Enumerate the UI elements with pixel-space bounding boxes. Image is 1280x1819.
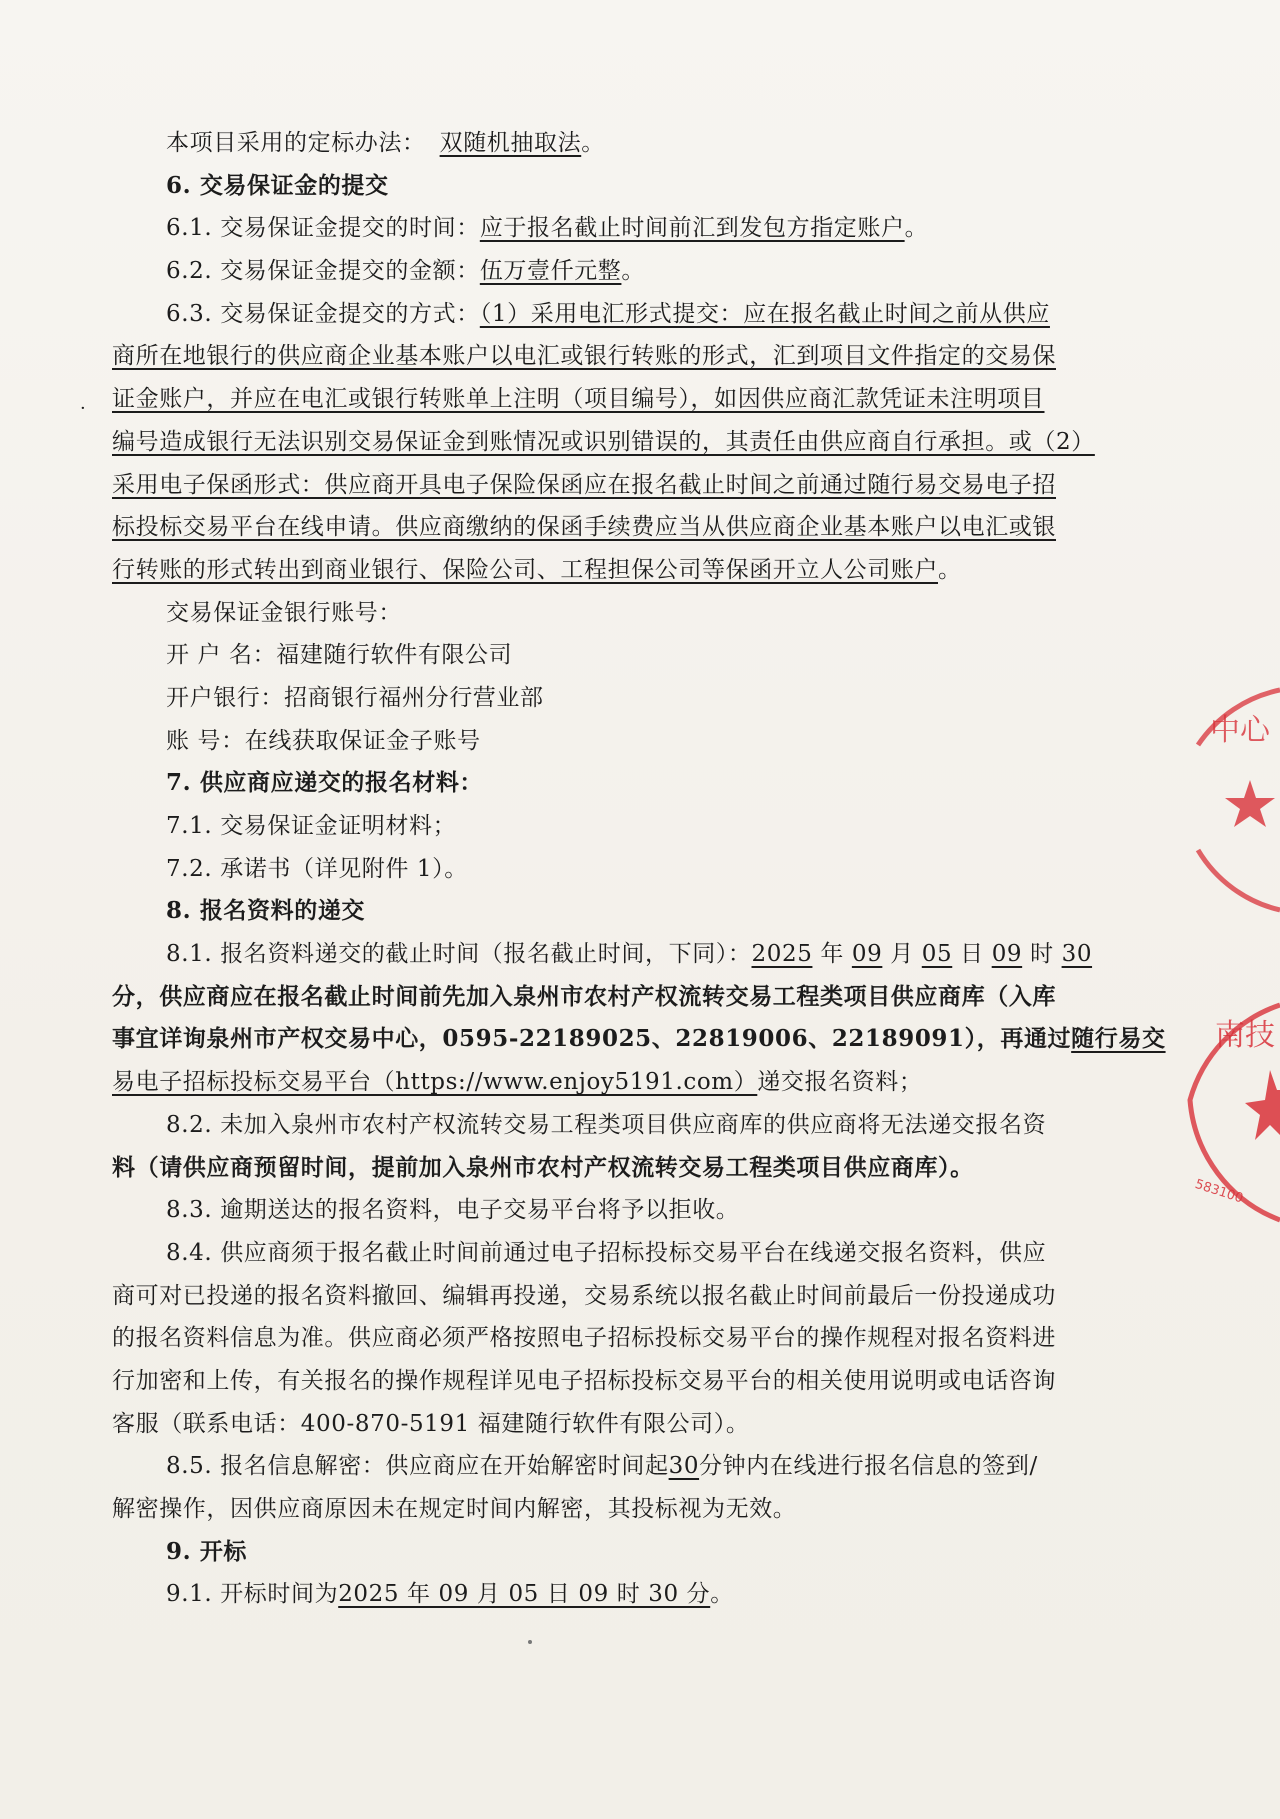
line-8-3: 8.3. 逾期送达的报名资料，电子交易平台将予以拒收。 bbox=[166, 1197, 740, 1224]
section-8-heading: 8. 报名资料的递交 bbox=[166, 897, 366, 925]
line-8-5-a: 8.5. 报名信息解密：供应商应在开始解密时间起30分钟内在线进行报名信息的签到/ bbox=[166, 1453, 1038, 1480]
line-8-1-b: 分，供应商应在报名截止时间前先加入泉州市农村产权流转交易工程类项目供应商库（入库 bbox=[112, 982, 1056, 1010]
bank-account-number: 账 号：在线获取保证金子账号 bbox=[166, 727, 481, 754]
line-6-2: 6.2. 交易保证金提交的金额：伍万壹仟元整。 bbox=[166, 258, 646, 285]
line-8-1-c: 事宜详询泉州市产权交易中心，0595-22189025、22819006、22189091），再通过随行易交 bbox=[112, 1025, 1166, 1053]
line-8-1-d: 易电子招标投标交易平台（https://www.enjoy5191.com）递交报名资料； bbox=[112, 1069, 923, 1096]
line-8-5-b: 解密操作，因供应商原因未在规定时间内解密，其投标视为无效。 bbox=[112, 1496, 797, 1522]
seal-stamp-lower bbox=[1175, 985, 1280, 1235]
award-method-line: 本项目采用的定标办法： 双随机抽取法。 bbox=[166, 130, 605, 156]
bank-account-title: 交易保证金银行账号： bbox=[166, 599, 402, 626]
svg-text:南技: 南技 bbox=[1215, 1018, 1275, 1053]
line-9-1: 9.1. 开标时间为2025 年 09 月 05 日 09 时 30 分。 bbox=[166, 1581, 734, 1608]
line-8-1-a: 8.1. 报名资料递交的截止时间（报名截止时间，下同）：2025 年 09 月 05 日 09 时 30 bbox=[166, 941, 1093, 968]
seal-stamp-upper bbox=[1180, 670, 1280, 930]
line-6-3-c: 证金账户，并应在电汇或银行转账单上注明（项目编号），如因供应商汇款凭证未注明项目 bbox=[112, 386, 1045, 413]
line-8-4-e: 客服（联系电话：400-870-5191 福建随行软件有限公司）。 bbox=[112, 1410, 750, 1437]
bank-branch: 开户银行：招商银行福州分行营业部 bbox=[166, 684, 544, 711]
line-6-3-d: 编号造成银行无法识别交易保证金到账情况或识别错误的，其责任由供应商自行承担。或（2） bbox=[112, 428, 1095, 455]
svg-text:583100: 583100 bbox=[1193, 1176, 1245, 1207]
line-6-3-g: 行转账的形式转出到商业银行、保险公司、工程担保公司等保函开立人公司账户。 bbox=[112, 556, 962, 583]
bank-account-name: 开 户 名：福建随行软件有限公司 bbox=[166, 642, 513, 669]
line-8-2-b: 料（请供应商预留时间，提前加入泉州市农村产权流转交易工程类项目供应商库）。 bbox=[112, 1153, 974, 1181]
document-body bbox=[112, 122, 1166, 1616]
section-9-heading: 9. 开标 bbox=[166, 1537, 248, 1565]
line-8-4-c: 的报名资料信息为准。供应商必须严格按照电子招标投标交易平台的操作规程对报名资料进 bbox=[112, 1325, 1056, 1352]
section-6-heading: 6. 交易保证金的提交 bbox=[166, 171, 389, 199]
line-6-1: 6.1. 交易保证金提交的时间：应于报名截止时间前汇到发包方指定账户。 bbox=[166, 215, 929, 242]
line-8-4-b: 商可对已投递的报名资料撤回、编辑再投递，交易系统以报名截止时间前最后一份投递成功 bbox=[112, 1282, 1056, 1309]
line-7-2: 7.2. 承诺书（详见附件 1）。 bbox=[166, 855, 468, 882]
section-7-heading: 7. 供应商应递交的报名材料： bbox=[166, 769, 484, 797]
line-6-3-f: 标投标交易平台在线申请。供应商缴纳的保函手续费应当从供应商企业基本账户以电汇或银 bbox=[112, 514, 1056, 541]
scan-speck bbox=[528, 1640, 532, 1644]
margin-bullet: · bbox=[80, 398, 86, 419]
line-6-3-b: 商所在地银行的供应商企业基本账户以电汇或银行转账的形式，汇到项目文件指定的交易保 bbox=[112, 343, 1056, 370]
line-7-1: 7.1. 交易保证金证明材料； bbox=[166, 813, 457, 839]
svg-text:中心: 中心 bbox=[1210, 713, 1270, 748]
line-8-4-d: 行加密和上传，有关报名的操作规程详见电子招标投标交易平台的相关使用说明或电话咨询 bbox=[112, 1367, 1056, 1394]
line-6-3-e: 采用电子保函形式：供应商开具电子保险保函应在报名截止时间之前通过随行易交易电子招 bbox=[112, 471, 1056, 498]
line-6-3-a: 6.3. 交易保证金提交的方式：（1）采用电汇形式提交：应在报名截止时间之前从供应 bbox=[166, 300, 1050, 327]
line-8-4-a: 8.4. 供应商须于报名截止时间前通过电子招标投标交易平台在线递交报名资料，供应 bbox=[166, 1239, 1047, 1266]
line-8-2-a: 8.2. 未加入泉州市农村产权流转交易工程类项目供应商库的供应商将无法递交报名资 bbox=[166, 1111, 1047, 1138]
